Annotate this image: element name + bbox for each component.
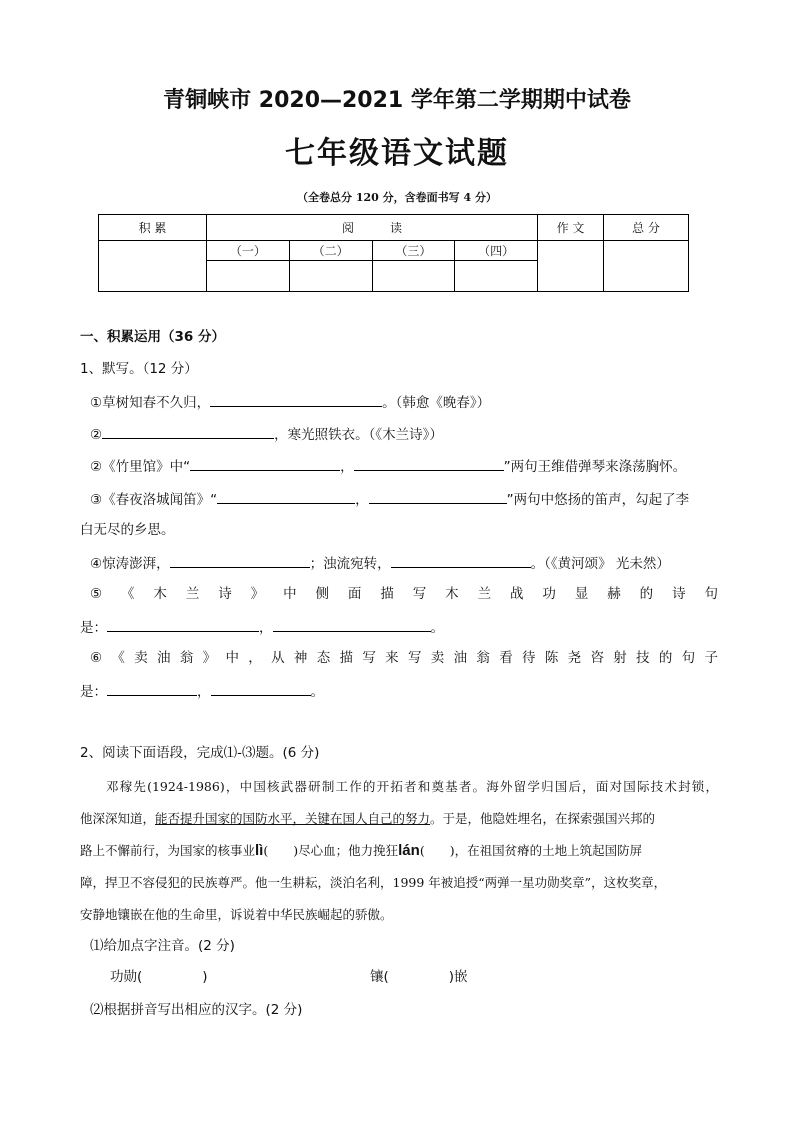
item-text: ”两句中悠扬的笛声，勾起了李	[506, 492, 690, 508]
answer-blank[interactable]	[369, 489, 507, 504]
question-1-title: 1、默写。（12 分）	[80, 361, 198, 377]
word-text: 功勋(	[110, 969, 143, 985]
sub-header: （四）	[455, 241, 538, 261]
item-text: ④惊涛澎湃，	[90, 556, 170, 572]
answer-blank[interactable]	[102, 424, 274, 439]
item-text: ，寒光照铁衣。（《木兰诗》）	[274, 427, 443, 443]
answer-blank[interactable]	[170, 553, 310, 568]
q1-item-4	[90, 489, 689, 509]
passage-text: 路上不懈前行，为国家的核事业	[80, 843, 256, 858]
answer-blank[interactable]	[190, 456, 340, 471]
answer-blank[interactable]	[107, 681, 197, 696]
item-text: ②	[90, 427, 103, 443]
score-table	[98, 214, 689, 292]
answer-blank[interactable]	[217, 489, 355, 504]
item-text: 。	[430, 620, 444, 636]
q1-item-4-cont: 白无尽的乡思。	[80, 522, 175, 538]
passage-line	[80, 842, 642, 860]
header-reading: 阅 读	[207, 215, 538, 241]
answer-blank[interactable]	[354, 456, 504, 471]
item-text: ②《竹里馆》中“	[90, 459, 191, 475]
item-text: ”两句王维借弹琴来涤荡胸怀。	[503, 459, 687, 475]
score-cell[interactable]	[372, 261, 455, 292]
header-accumulation: 积 累	[99, 215, 207, 241]
q1-item-2	[90, 424, 443, 444]
word-text: )	[202, 969, 208, 985]
item-text: ，	[259, 620, 273, 636]
item-text: 是：	[80, 620, 107, 636]
answer-blank[interactable]: ( )尽心血；他力挽狂	[263, 843, 399, 858]
header-composition: 作 文	[538, 215, 604, 241]
question-2-title: 2、阅读下面语段，完成⑴-⑶题。(6 分)	[80, 745, 320, 761]
item-text: 。	[310, 684, 324, 700]
word-gongxun	[110, 968, 208, 986]
q1-item-7: ⑥《卖油翁》中，从神态描写来写卖油翁看待陈尧咨射技的句子	[90, 650, 718, 666]
score-cell[interactable]	[289, 261, 372, 292]
sub-header: （三）	[372, 241, 455, 261]
answer-blank[interactable]	[273, 617, 431, 632]
pinyin: lán	[398, 842, 420, 859]
word-text: 镶(	[370, 969, 389, 985]
exam-subtitle: 七年级语文试题	[285, 136, 509, 171]
sub-header: （二）	[289, 241, 372, 261]
score-cell[interactable]	[99, 241, 207, 292]
q1-item-3	[90, 456, 686, 476]
section-title: 一、积累运用（36 分）	[80, 329, 225, 345]
passage-text: 。于是，他隐姓埋名，在探索强国兴邦的	[430, 811, 656, 826]
passage-line: 安静地镶嵌在他的生命里，诉说着中华民族崛起的骄傲。	[80, 907, 393, 922]
passage-text: 他深深知道，	[80, 811, 156, 826]
pinyin: lì	[255, 842, 264, 859]
passage-line: 邓稼先(1924-1986)，中国核武器研制工作的开拓者和奠基者。海外留学归国后，面对国际技术封锁，	[106, 779, 718, 794]
passage-line	[80, 810, 655, 828]
score-cell[interactable]	[604, 241, 689, 292]
item-text: ，	[340, 459, 354, 475]
word-xiangqian	[370, 968, 468, 986]
item-text: 。（韩愈《晚春》）	[382, 395, 491, 411]
q1-item-5	[90, 553, 670, 573]
sub-question-1: ⑴给加点字注音。(2 分)	[90, 938, 235, 954]
item-text: ①草树知春不久归，	[90, 395, 211, 411]
answer-blank[interactable]	[210, 392, 382, 407]
item-text: 。（《黄河颂》 光未然）	[530, 556, 670, 572]
passage-line: 障，捍卫不容侵犯的民族尊严。他一生耕耘，淡泊名利，1999 年被追授“两弹一星功勋奖章”，这枚奖章，	[80, 875, 667, 890]
answer-blank[interactable]	[107, 617, 259, 632]
exam-title: 青铜峡市 2020—2021 学年第二学期期中试卷	[163, 88, 631, 113]
item-text: ；浊流宛转，	[309, 556, 391, 572]
sub-question-2: ⑵根据拼音写出相应的汉字。(2 分)	[90, 1002, 303, 1018]
answer-blank[interactable]	[211, 681, 311, 696]
score-cell[interactable]	[455, 261, 538, 292]
q1-item-7-cont	[80, 681, 324, 701]
answer-blank[interactable]	[391, 553, 531, 568]
sub-header: （一）	[207, 241, 290, 261]
item-text: ，	[355, 492, 369, 508]
q1-item-6: ⑤《木兰诗》中侧面描写木兰战功显赫的诗句	[90, 586, 718, 602]
score-cell[interactable]	[538, 241, 604, 292]
item-text: 是：	[80, 684, 107, 700]
word-text: )嵌	[448, 969, 468, 985]
item-text: ③《春夜洛城闻笛》“	[90, 492, 218, 508]
answer-blank[interactable]: ( )，在祖国贫瘠的土地上筑起国防屏	[419, 843, 643, 858]
score-note: （全卷总分 120 分，含卷面书写 4 分）	[297, 191, 497, 204]
q1-item-1	[90, 392, 490, 412]
underlined-sentence: 能否提升国家的国防水平，关键在国人自己的努力	[155, 811, 431, 826]
item-text: ，	[197, 684, 211, 700]
score-cell[interactable]	[207, 261, 290, 292]
q1-item-6-cont	[80, 617, 444, 637]
header-total: 总 分	[604, 215, 689, 241]
